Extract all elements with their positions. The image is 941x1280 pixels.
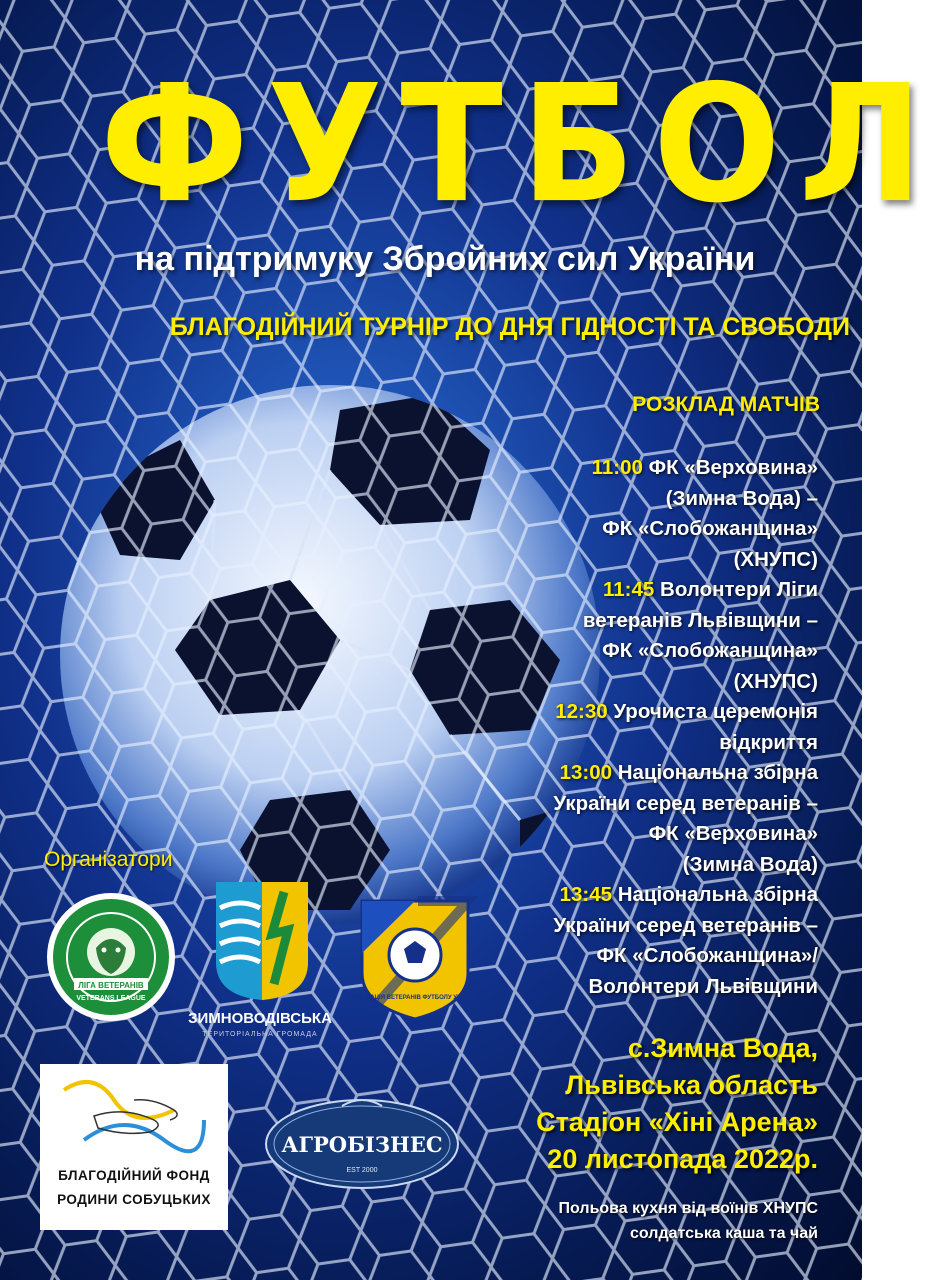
location-line: Львівська область <box>565 1070 818 1100</box>
league-text-top: ЛІГА ВЕТЕРАНІВ <box>78 981 144 990</box>
match-item <box>440 880 818 1002</box>
schedule-title: РОЗКЛАД МАТЧІВ <box>632 393 820 416</box>
match-item <box>440 758 818 880</box>
event-location <box>450 1030 818 1178</box>
zimnovodivska-sub: ТЕРИТОРІАЛЬНА ГРОМАДА <box>202 1031 318 1038</box>
match-time: 12:30 <box>555 700 608 723</box>
match-item <box>440 575 818 697</box>
association-text: АСОЦІАЦІЯ ВЕТЕРАНІВ ФУТБОЛУ УКРАЇНИ <box>351 995 479 1001</box>
agrobiz-badge-icon <box>262 1092 462 1192</box>
match-item <box>440 697 818 758</box>
match-time: 13:00 <box>559 761 613 784</box>
match-item <box>440 453 818 575</box>
fund-line2: РОДИНИ СОБУЦЬКИХ <box>57 1192 211 1207</box>
match-time: 11:00 <box>591 456 643 479</box>
poster-title: ФУТБОЛ <box>100 51 941 239</box>
charity-fund-logo <box>40 1064 228 1230</box>
match-line: ФК «Верховина» <box>648 456 818 479</box>
match-line: України серед ветеранів – <box>553 913 818 937</box>
lion-emblem-icon <box>44 890 178 1024</box>
organizers-label: Організатори <box>44 848 173 871</box>
football-shield-icon <box>351 893 479 1023</box>
location-line: с.Зимна Вода, <box>627 1033 818 1063</box>
agrobiz-name: АГРОБІЗНЕС <box>281 1132 443 1157</box>
zimnovodivska-emblem-icon <box>212 878 312 1002</box>
match-schedule <box>440 453 818 1002</box>
match-line: (Зимна Вода) <box>682 852 818 876</box>
match-time: 13:45 <box>559 883 613 906</box>
match-line: Волонтери Ліги <box>660 578 818 601</box>
match-line: ветеранів Львівщини – <box>582 608 818 632</box>
match-line: України серед ветеранів – <box>553 791 818 815</box>
food-line: Польова кухня від воїнів ХНУПС <box>558 1200 818 1217</box>
league-text-bottom: VETERANS LEAGUE <box>76 995 146 1002</box>
match-line: Національна збірна <box>617 761 818 784</box>
match-line: (ХНУПС) <box>733 669 818 693</box>
zimnovodivska-name: ЗИМНОВОДІВСЬКА <box>188 1010 332 1027</box>
match-line: ФК «Слобожанщина» <box>602 639 818 662</box>
match-line: Волонтери Львівщини <box>588 974 818 998</box>
match-time: 11:45 <box>603 578 655 601</box>
match-line: Урочиста церемонія <box>613 700 818 723</box>
match-line: Національна збірна <box>617 883 818 906</box>
location-line: Стадіон «Хіні Арена» <box>536 1107 818 1137</box>
poster-subtitle: на підтримуку Збройних сил України <box>134 240 756 278</box>
food-line: солдатська каша та чай <box>630 1225 818 1242</box>
match-line: (Зимна Вода) – <box>665 486 818 510</box>
match-line: ФК «Слобожанщина» <box>602 517 818 540</box>
match-line: (ХНУПС) <box>733 547 818 571</box>
fund-line1: БЛАГОДІЙНИЙ ФОНД <box>58 1168 210 1183</box>
agrobiz-est: EST 2000 <box>346 1167 378 1174</box>
hands-ribbon-icon <box>54 1070 214 1162</box>
field-kitchen-note <box>440 1196 818 1246</box>
match-line: відкриття <box>719 730 818 754</box>
match-line: ФК «Верховина» <box>648 822 818 845</box>
match-line: ФК «Слобожанщина»/ <box>596 944 818 967</box>
tournament-title: БЛАГОДІЙНИЙ ТУРНІР ДО ДНЯ ГІДНОСТІ ТА СВОБОДИ <box>169 313 850 341</box>
event-date: 20 листопада 2022р. <box>547 1144 818 1174</box>
